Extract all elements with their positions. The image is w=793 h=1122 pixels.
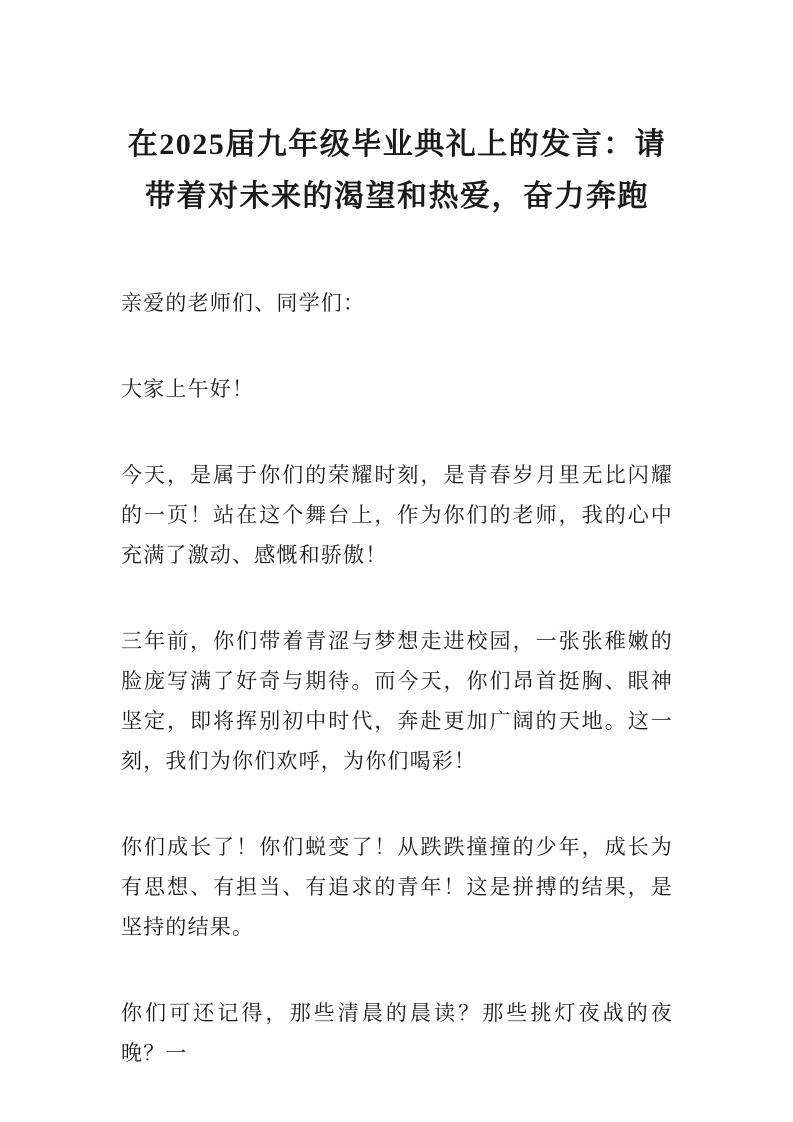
paragraph: 你们成长了！你们蜕变了！从跌跌撞撞的少年，成长为有思想、有担当、有追求的青年！这是拼搏的结果，是坚持的结果。 [121,835,673,939]
paragraph: 三年前，你们带着青涩与梦想走进校园，一张张稚嫩的脸庞写满了好奇与期待。而今天，你们昂首挺胸、眼神坚定，即将挥别初中时代，奔赴更加广阔的天地。这一刻，我们为你们欢呼，为你们喝彩！ [121,629,673,773]
document-body [121,283,673,1073]
paragraph-salutation: 亲爱的老师们、同学们： [121,291,366,315]
paragraph-greeting: 大家上午好！ [121,377,255,401]
paragraph: 今天，是属于你们的荣耀时刻，是青春岁月里无比闪耀的一页！站在这个舞台上，作为你们的老师，我的心中充满了激动、感慨和骄傲！ [121,463,673,567]
document-title: 在2025届九年级毕业典礼上的发言：请带着对未来的渴望和热爱，奋力奔跑 [127,128,667,213]
paragraph: 你们可还记得，那些清晨的晨读？那些挑灯夜战的夜晚？一 [121,1001,673,1065]
